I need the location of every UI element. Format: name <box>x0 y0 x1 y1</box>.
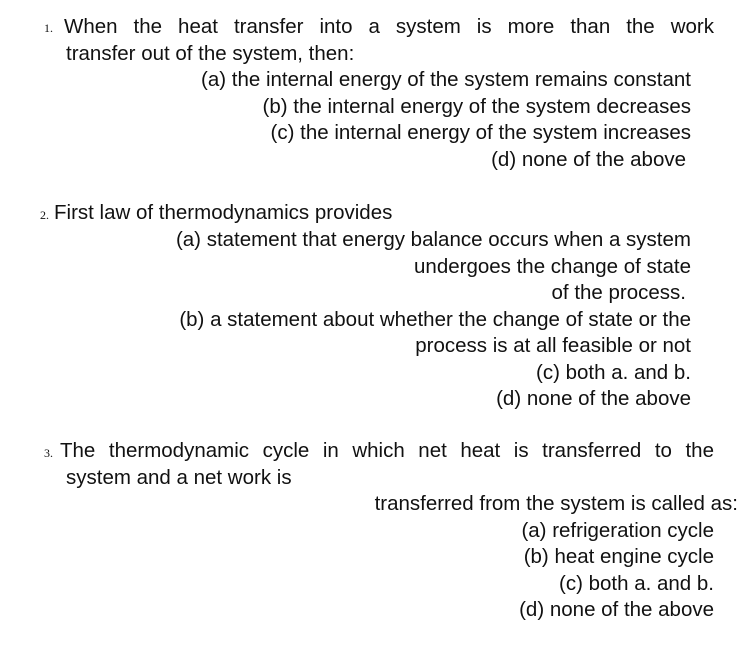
question-stem-line: The thermodynamic cycle in which net heat is transferred to the <box>60 439 714 462</box>
question-stem-line: system and a net work is <box>66 466 292 489</box>
option-b: (b) a statement about whether the change of state or the <box>179 308 691 331</box>
question-stem-line: When the heat transfer into a system is more than the work <box>64 15 714 38</box>
option-b: (b) heat engine cycle <box>523 545 714 568</box>
question-stem-line: transferred from the system is called as: <box>374 492 738 515</box>
option-d: (d) none of the above <box>496 387 691 410</box>
option-c: (c) the internal energy of the system increases <box>270 121 691 144</box>
option-b-continued: process is at all feasible or not <box>415 334 691 357</box>
option-d: (d) none of the above <box>491 148 686 171</box>
option-a: (a) the internal energy of the system remains constant <box>201 68 691 91</box>
option-b: (b) the internal energy of the system decreases <box>262 95 691 118</box>
question-stem-line: First law of thermodynamics provides <box>54 201 393 224</box>
option-a: (a) statement that energy balance occurs when a system <box>175 228 691 251</box>
question-stem-line: transfer out of the system, then: <box>66 42 355 65</box>
question-number: 3. <box>44 446 53 460</box>
option-a-continued: of the process. <box>551 281 686 304</box>
option-d: (d) none of the above <box>519 598 714 621</box>
option-a-continued: undergoes the change of state <box>414 255 691 278</box>
question-number: 2. <box>40 208 49 222</box>
option-c: (c) both a. and b. <box>559 572 714 595</box>
question-number: 1. <box>44 21 53 35</box>
option-a: (a) refrigeration cycle <box>521 519 714 542</box>
option-c: (c) both a. and b. <box>536 361 691 384</box>
